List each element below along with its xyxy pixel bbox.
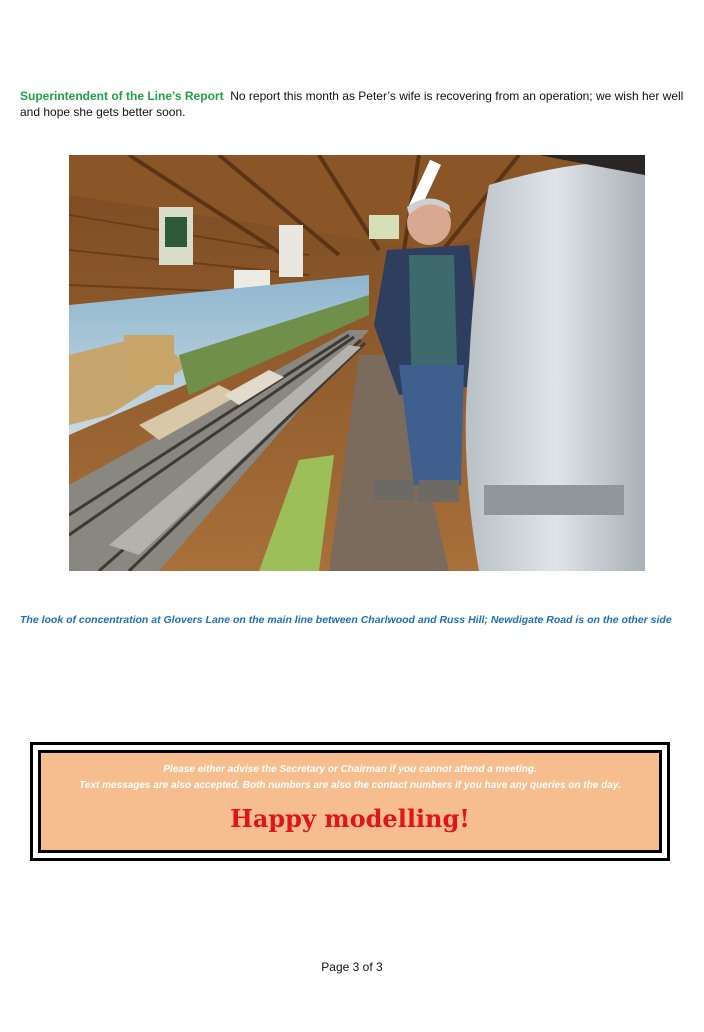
report-heading: Superintendent of the Line’s Report xyxy=(20,89,224,103)
layout-photo xyxy=(69,155,645,571)
notice-line-2: Text messages are also accepted. Both numbers are also the contact numbers if you have any queries on the day. xyxy=(79,780,621,791)
report-body: No report this month as Peter’s wife is recovering from an operation; we wish her well and hope she gets better soon. xyxy=(20,89,684,119)
happy-modelling-heading: Happy modelling! xyxy=(230,804,470,833)
photo-caption: The look of concentration at Glovers Lane on the main line between Charlwood and Russ Hill; Newdigate Road is on the other side xyxy=(20,614,672,626)
notice-box xyxy=(30,742,670,861)
notice-line-1: Please either advise the Secretary or Chairman if you cannot attend a meeting. xyxy=(163,764,537,775)
page-number: Page 3 of 3 xyxy=(321,960,383,974)
notice-inner-panel xyxy=(38,750,662,853)
report-paragraph xyxy=(20,88,684,120)
